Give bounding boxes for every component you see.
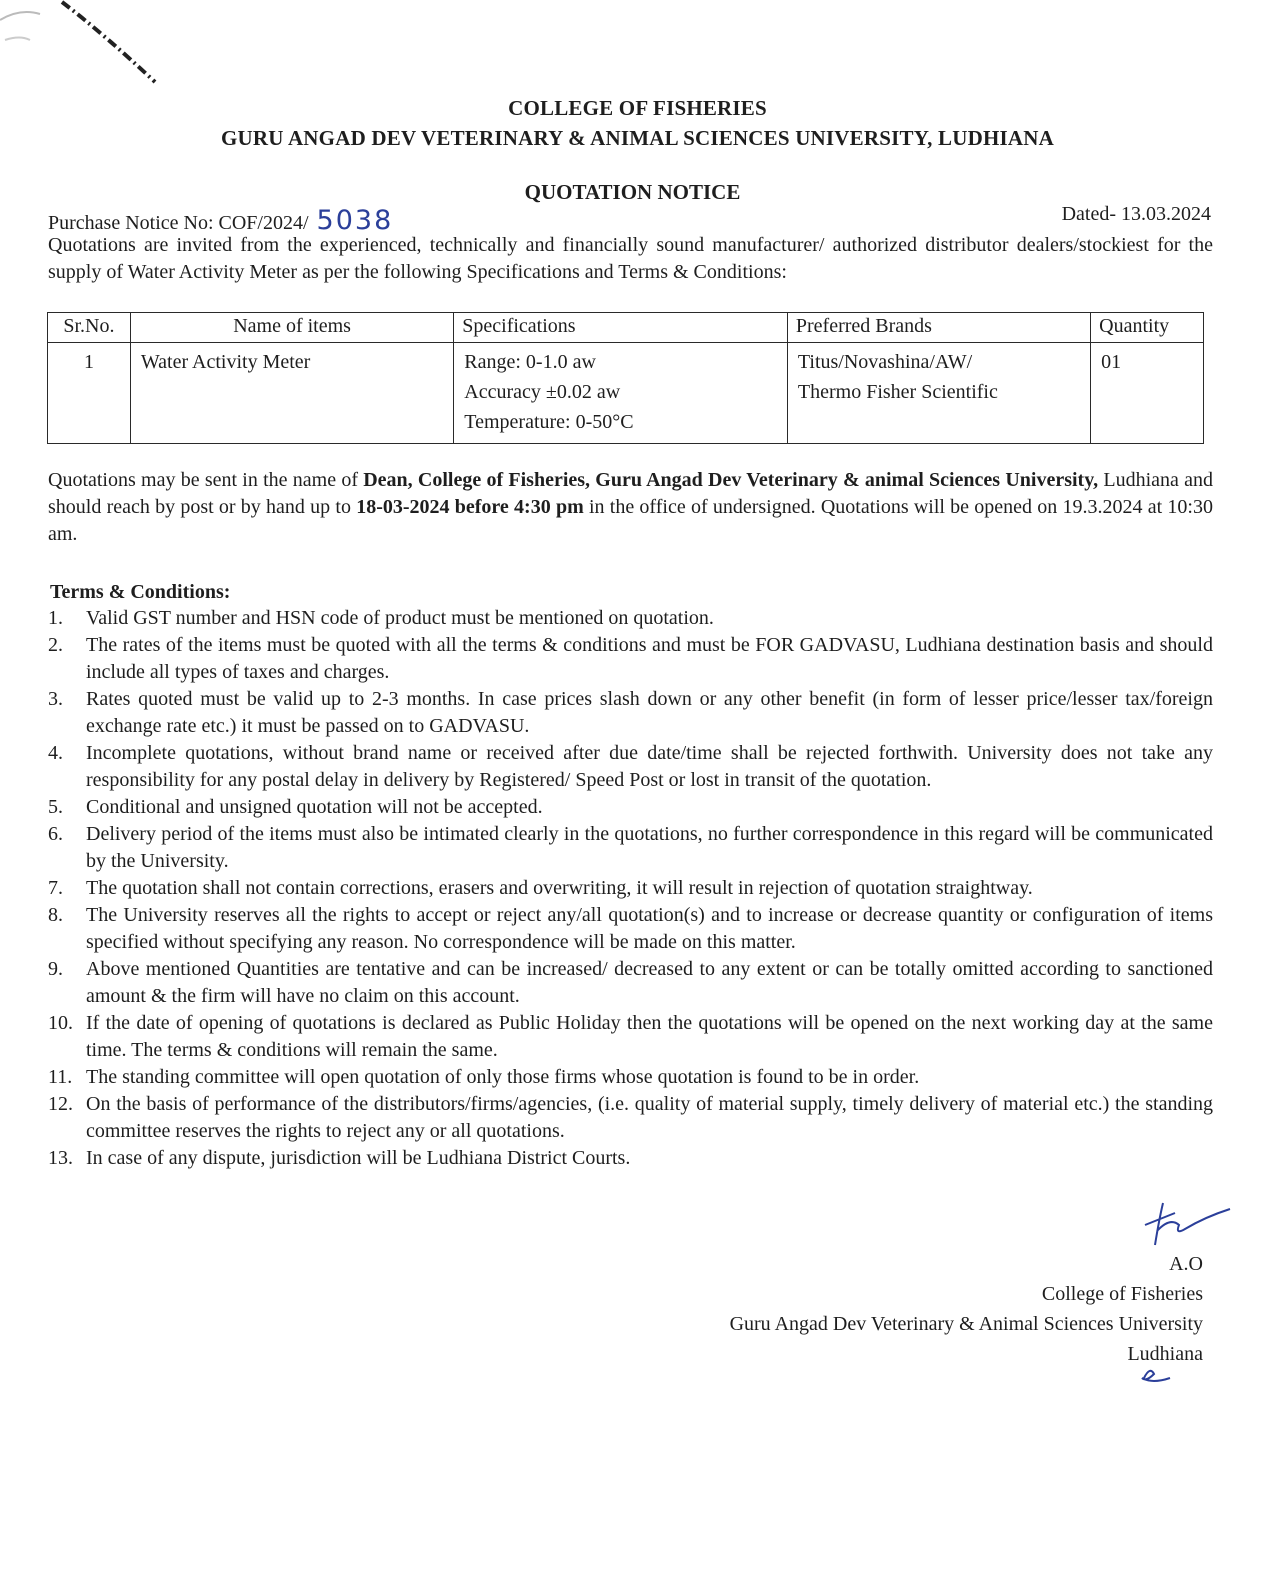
terms-item-number: 4. (48, 742, 63, 764)
terms-item-number: 8. (48, 904, 63, 926)
cell-preferred-brands (787, 343, 1090, 444)
purchase-notice-label: Purchase Notice No: COF/2024/ (48, 212, 309, 234)
terms-item (48, 875, 1213, 902)
terms-item (48, 902, 1213, 956)
terms-item-number: 2. (48, 634, 63, 656)
terms-item-number: 12. (48, 1093, 73, 1115)
terms-item-text: Incomplete quotations, without brand name or received after due date/time shall be rejected forthwith. University does not take any responsibility for any postal delay in delivery by Registered/ Speed Post or lost in transit of the quotation. (86, 742, 1213, 791)
intro-paragraph: Quotations are invited from the experienced, technically and financially sound manufacturer/ authorized distributor dealers/stockiest for the supply of Water Activity Meter as per the following Specifications and Terms & Conditions: (48, 234, 1213, 283)
terms-item-text: Conditional and unsigned quotation will not be accepted. (86, 796, 543, 818)
terms-item-text: The standing committee will open quotation of only those firms whose quotation is found to be in order. (86, 1066, 920, 1088)
terms-item (48, 1091, 1213, 1145)
cell-specifications (454, 343, 788, 444)
terms-item-number: 10. (48, 1012, 73, 1034)
terms-item (48, 1145, 1213, 1172)
terms-item-number: 5. (48, 796, 63, 818)
terms-item-text: Delivery period of the items must also be intimated clearly in the quotations, no further correspondence in this regard will be communicated by the University. (86, 823, 1213, 872)
terms-item (48, 1064, 1213, 1091)
signatory-university: Guru Angad Dev Veterinary & Animal Sciences University (729, 1313, 1203, 1335)
terms-item-number: 13. (48, 1147, 73, 1169)
terms-heading: Terms & Conditions: (50, 581, 231, 603)
terms-item-text: If the date of opening of quotations is declared as Public Holiday then the quotations will be opened on the next working day at the same time. The terms & conditions will remain the same. (86, 1012, 1213, 1061)
brand-line-1: Titus/Novashina/AW/ (797, 351, 973, 373)
terms-item-text: Above mentioned Quantities are tentative and can be increased/ decreased to any extent or can be totally omitted according to sanctioned amount & the firm will have no claim on this account. (86, 958, 1213, 1007)
terms-item-text: Valid GST number and HSN code of product must be mentioned on quotation. (86, 607, 714, 629)
terms-item-text: Rates quoted must be valid up to 2-3 months. In case prices slash down or any other benefit (in form of lesser price/lesser tax/foreign exchange rate etc.) it must be passed on to GADVASU. (86, 688, 1213, 737)
header-sr-no: Sr.No. (48, 313, 131, 343)
brand-line-2: Thermo Fisher Scientific (797, 381, 998, 403)
submission-text-3: in the office of undersigned. Quotations will be opened on 19.3.2024 at 10:30 am. (48, 496, 1213, 545)
header-preferred-brands: Preferred Brands (787, 313, 1090, 343)
signatory-college: College of Fisheries (1041, 1283, 1203, 1305)
signature-block (730, 1249, 1203, 1369)
notice-date: Dated- 13.03.2024 (1061, 203, 1211, 225)
submission-deadline: 18-03-2024 before 4:30 pm (356, 496, 584, 518)
terms-item-number: 7. (48, 877, 63, 899)
items-table (47, 312, 1204, 444)
handwritten-notice-number: 5038 (316, 205, 394, 236)
terms-item (48, 605, 1213, 632)
header-name-of-items: Name of items (130, 313, 453, 343)
terms-item-number: 1. (48, 607, 63, 629)
table-header-row (48, 313, 1204, 343)
terms-item (48, 686, 1213, 740)
handwritten-initial (1136, 1364, 1176, 1388)
terms-item-text: In case of any dispute, jurisdiction will be Ludhiana District Courts. (86, 1147, 631, 1169)
notice-title: QUOTATION NOTICE (524, 180, 741, 204)
terms-item (48, 632, 1213, 686)
table-row (48, 343, 1204, 444)
terms-item-text: On the basis of performance of the distributors/firms/agencies, (i.e. quality of material supply, timely delivery of material etc.) the standing committee reserves the rights to reject any or all quotations. (86, 1093, 1213, 1142)
cell-item-name: Water Activity Meter (130, 343, 453, 444)
header-quantity: Quantity (1091, 313, 1204, 343)
terms-item-number: 6. (48, 823, 63, 845)
signatory-title: A.O (1169, 1253, 1203, 1275)
terms-item-text: The rates of the items must be quoted with all the terms & conditions and must be FOR GADVASU, Ludhiana destination basis and should include all types of taxes and charges. (86, 634, 1213, 683)
terms-item-number: 3. (48, 688, 63, 710)
university-name: GURU ANGAD DEV VETERINARY & ANIMAL SCIENCES UNIVERSITY, LUDHIANA (221, 126, 1054, 150)
cell-sr-no: 1 (48, 343, 131, 444)
terms-item-number: 11. (48, 1066, 73, 1088)
terms-item-number: 9. (48, 958, 63, 980)
spec-range: Range: 0-1.0 aw (464, 351, 596, 373)
terms-item-text: The quotation shall not contain corrections, erasers and overwriting, it will result in rejection of quotation straightway. (86, 877, 1033, 899)
spec-accuracy: Accuracy ±0.02 aw (464, 381, 621, 403)
college-name: COLLEGE OF FISHERIES (508, 96, 767, 120)
terms-item (48, 740, 1213, 794)
page-corner-scan-artifact (0, 0, 170, 90)
terms-item (48, 794, 1213, 821)
spec-temperature: Temperature: 0-50°C (464, 411, 634, 433)
terms-item (48, 956, 1213, 1010)
signatory-city: Ludhiana (1127, 1343, 1203, 1365)
terms-item-text: The University reserves all the rights to accept or reject any/all quotation(s) and to increase or decrease quantity or configuration of items specified without specifying any reason. No correspondence will be made on this matter. (86, 904, 1213, 953)
submission-addressee: Dean, College of Fisheries, Guru Angad Dev Veterinary & animal Sciences University, (363, 469, 1099, 491)
terms-item (48, 1010, 1213, 1064)
header-specifications: Specifications (454, 313, 788, 343)
cell-quantity: 01 (1091, 343, 1204, 444)
submission-paragraph (48, 467, 1213, 548)
submission-text-1: Quotations may be sent in the name of (48, 469, 364, 491)
terms-list (48, 605, 1213, 1172)
submission-text-2: Ludhiana and should reach by post or by hand up to (48, 469, 1214, 518)
terms-item (48, 821, 1213, 875)
handwritten-signature (1135, 1195, 1245, 1250)
